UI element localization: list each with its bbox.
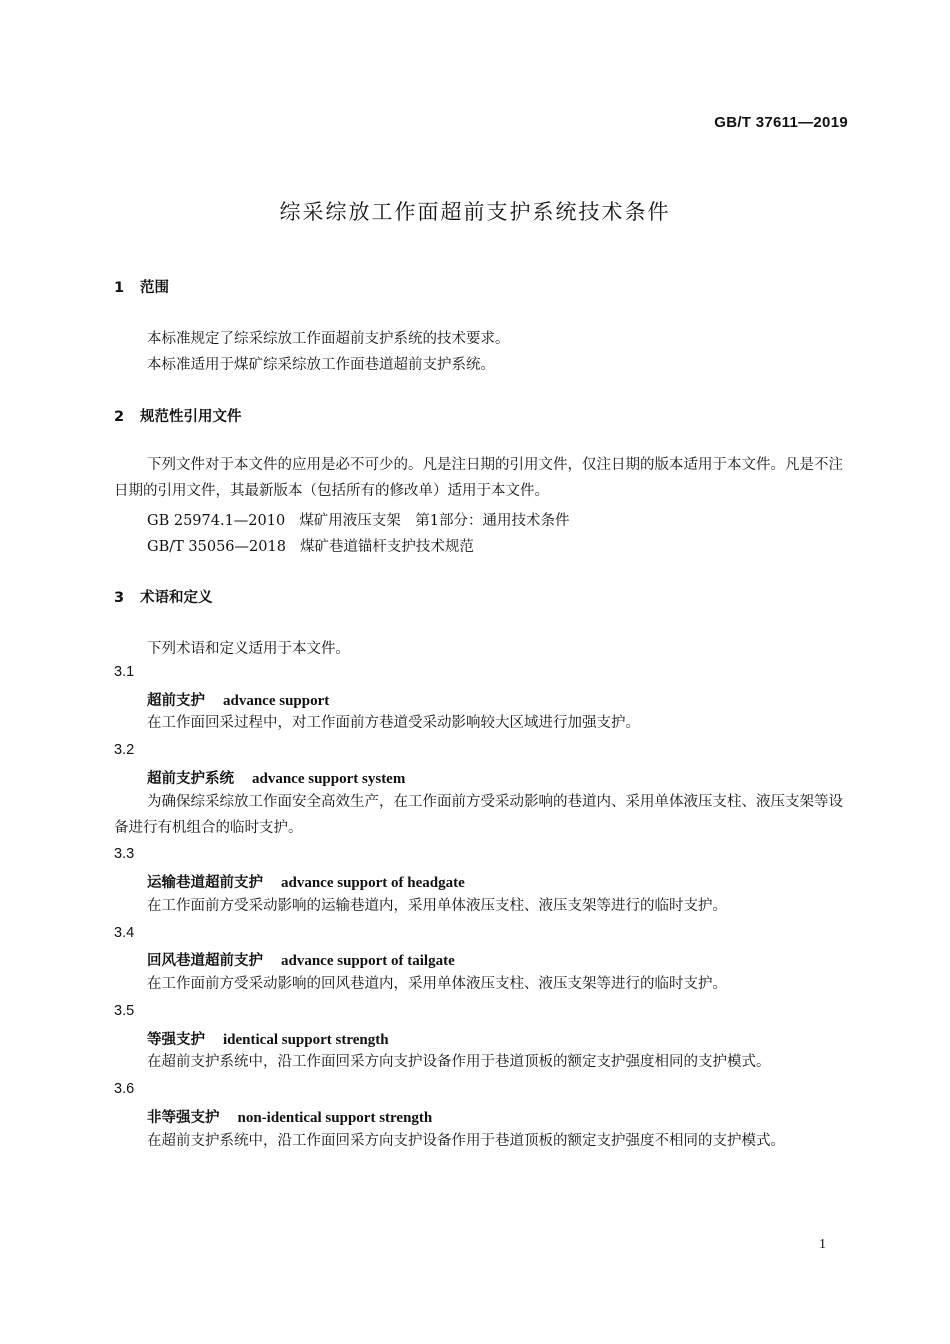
standard-code: GB/T 37611—2019 xyxy=(714,114,848,131)
reference-code: GB/T 35056—2018 xyxy=(147,539,286,555)
paragraph: 本标准规定了综采综放工作面超前支护系统的技术要求。 xyxy=(147,331,510,347)
section-title: 规范性引用文件 xyxy=(140,409,242,425)
term-english: advance support of tailgate xyxy=(281,953,455,969)
term-chinese: 超前支护系统 xyxy=(147,771,234,787)
page-number: 1 xyxy=(819,1237,826,1252)
clause-number: 3.5 xyxy=(114,1003,135,1019)
term-english: non-identical support strength xyxy=(237,1110,433,1126)
section-3-heading xyxy=(114,586,213,607)
paragraph: 下列术语和定义适用于本文件。 xyxy=(147,641,350,657)
term-entry xyxy=(147,767,405,788)
term-english: advance support xyxy=(223,693,330,709)
term-english: advance support of headgate xyxy=(281,875,465,891)
term-entry xyxy=(147,1028,389,1049)
section-title: 术语和定义 xyxy=(140,590,213,606)
clause-number: 3.2 xyxy=(114,742,135,758)
term-entry xyxy=(147,1106,432,1127)
section-2-heading xyxy=(114,405,242,426)
term-definition: 在超前支护系统中，沿工作面回采方向支护设备作用于巷道顶板的额定支护强度不相同的支护模式。 xyxy=(147,1133,785,1149)
term-english: identical support strength xyxy=(223,1032,389,1048)
term-definition: 在工作面前方受采动影响的运输巷道内，采用单体液压支柱、液压支架等进行的临时支护。 xyxy=(147,898,727,914)
reference-code: GB 25974.1—2010 xyxy=(147,513,286,529)
paragraph: 下列文件对于本文件的应用是必不可少的。凡是注日期的引用文件，仅注日期的版本适用于本文件。凡是不注日期的引用文件，其最新版本（包括所有的修改单）适用于本文件。 xyxy=(114,457,843,499)
term-entry xyxy=(147,949,455,970)
term-definition: 在超前支护系统中，沿工作面回采方向支护设备作用于巷道顶板的额定支护强度相同的支护模式。 xyxy=(147,1054,771,1070)
term-chinese: 非等强支护 xyxy=(147,1110,220,1126)
term-entry xyxy=(147,871,465,892)
reference-item xyxy=(147,535,474,556)
section-number: 3 xyxy=(114,590,125,606)
section-title: 范围 xyxy=(140,280,169,296)
clause-number: 3.1 xyxy=(114,664,135,680)
clause-number: 3.3 xyxy=(114,846,135,862)
reference-title: 煤矿用液压支架 第1部分：通用技术条件 xyxy=(299,513,570,529)
term-definition: 在工作面回采过程中，对工作面前方巷道受采动影响较大区域进行加强支护。 xyxy=(147,715,640,731)
term-definition: 在工作面前方受采动影响的回风巷道内，采用单体液压支柱、液压支架等进行的临时支护。 xyxy=(147,976,727,992)
reference-title: 煤矿巷道锚杆支护技术规范 xyxy=(299,539,474,555)
section-number: 1 xyxy=(114,280,125,296)
term-english: advance support system xyxy=(252,771,406,787)
term-definition: 为确保综采综放工作面安全高效生产，在工作面前方受采动影响的巷道内、采用单体液压支柱、液压支架等设备进行有机组合的临时支护。 xyxy=(114,794,843,836)
term-chinese: 运输巷道超前支护 xyxy=(147,875,263,891)
term-chinese: 超前支护 xyxy=(147,693,205,709)
clause-number: 3.6 xyxy=(114,1081,135,1097)
term-entry xyxy=(147,689,329,710)
document-title: 综采综放工作面超前支护系统技术条件 xyxy=(279,200,671,224)
term-chinese: 回风巷道超前支护 xyxy=(147,953,263,969)
clause-number: 3.4 xyxy=(114,925,135,941)
reference-item xyxy=(147,509,569,530)
paragraph: 本标准适用于煤矿综采综放工作面巷道超前支护系统。 xyxy=(147,357,495,373)
term-chinese: 等强支护 xyxy=(147,1032,205,1048)
section-1-heading xyxy=(114,276,169,297)
section-number: 2 xyxy=(114,409,125,425)
